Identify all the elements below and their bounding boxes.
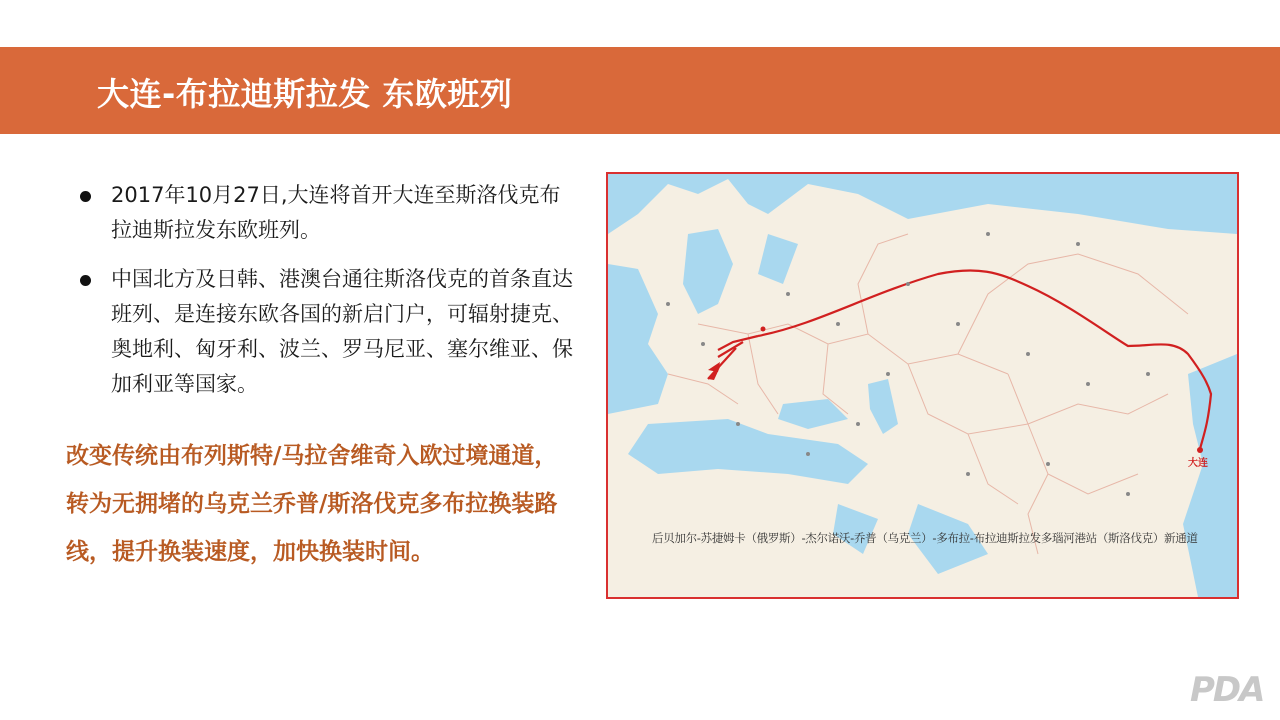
- bullet-item: [76, 178, 576, 248]
- bullet-text: 中国北方及日韩、港澳台通往斯洛伐克的首条直达班列、是连接东欧各国的新启门户，可辐射捷克、奥地利、匈牙利、波兰、罗马尼亚、塞尔维亚、保加利亚等国家。: [111, 267, 573, 396]
- bullet-list: [76, 178, 576, 416]
- bullet-dot-icon: [80, 275, 91, 286]
- route-map: [606, 172, 1239, 599]
- dalian-label: 大连: [1188, 458, 1208, 469]
- bullet-text: 2017年10月27日,大连将首开大连至斯洛伐克布拉迪斯拉发东欧班列。: [111, 183, 561, 242]
- highlight-text: 改变传统由布列斯特/马拉舍维奇入欧过境通道，转为无拥堵的乌克兰乔普/斯洛伐克多布拉换装路线，提升换装速度，加快换装时间。: [66, 442, 558, 565]
- slide-title: 大连-布拉迪斯拉发 东欧班列: [97, 75, 513, 113]
- bullet-dot-icon: [80, 191, 91, 202]
- bullet-item: [76, 262, 576, 402]
- map-caption: 后贝加尔-苏捷姆卡（俄罗斯）-杰尔诺沃-乔普（乌克兰）-多布拉-布拉迪斯拉发多瑙河港站（斯洛伐克）新通道: [652, 531, 1198, 545]
- pda-logo: PDA: [1190, 670, 1264, 710]
